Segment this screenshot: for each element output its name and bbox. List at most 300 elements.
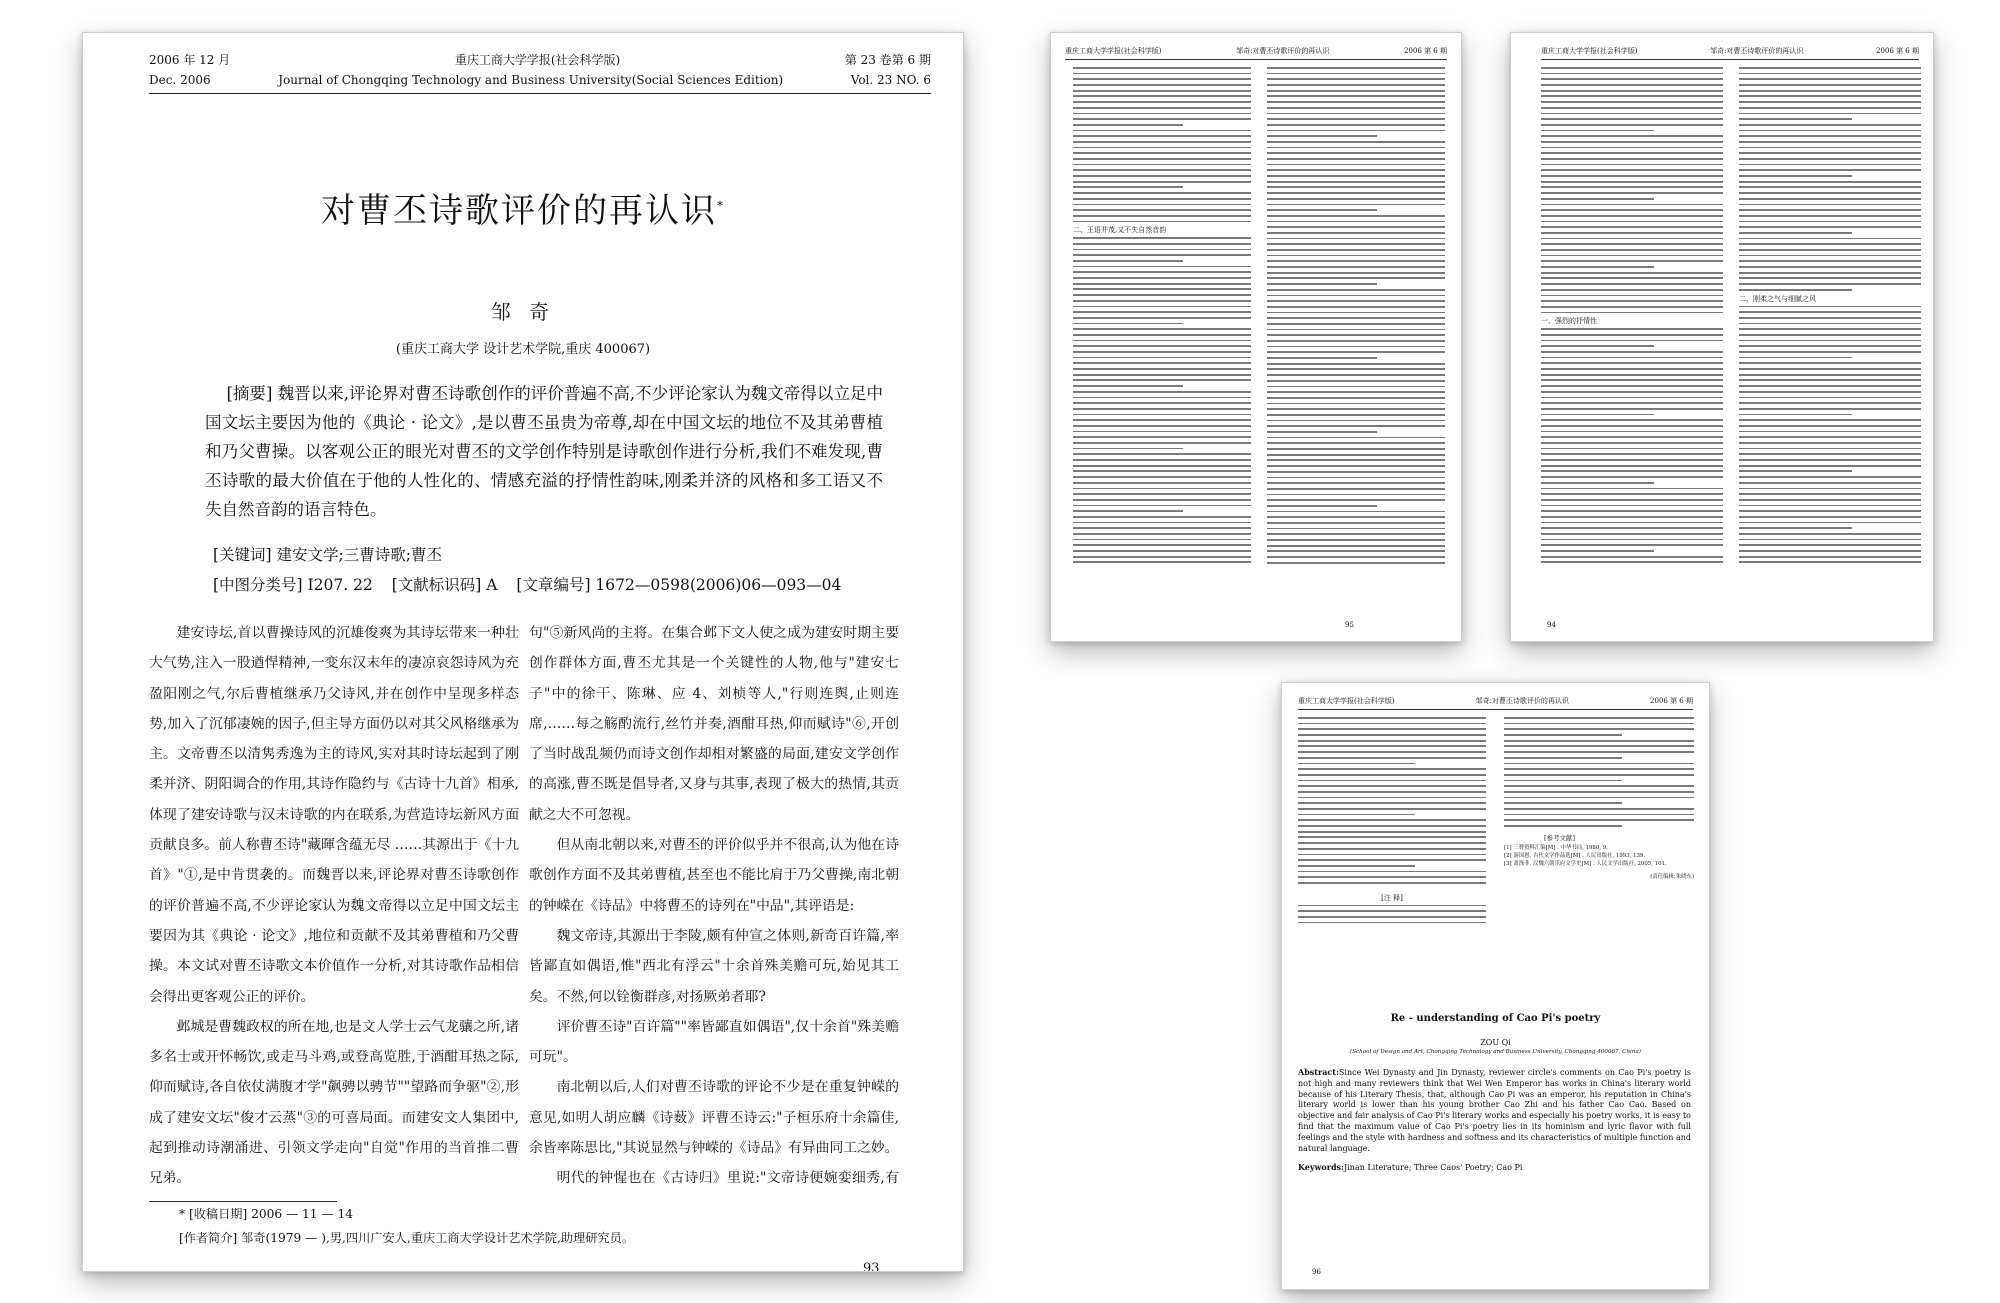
text-line	[1073, 561, 1251, 563]
text-line	[1541, 493, 1723, 495]
text-line	[1073, 550, 1251, 552]
text-line	[1267, 130, 1445, 132]
text-line	[1267, 221, 1445, 223]
text-line	[1073, 67, 1251, 69]
reference-item: [3] 萧涤非. 汉魏六朝乐府文学史[M] . 人民文学出版社, 2005, 101.	[1504, 860, 1667, 867]
text-line	[1073, 186, 1183, 188]
text-line	[1298, 871, 1486, 873]
text-line	[1073, 124, 1183, 126]
text-line	[1298, 780, 1486, 782]
text-line	[1298, 819, 1486, 821]
reference-item: [2] 游国恩, 古代文学作品选[M] . 人民出版社, 1993, 139.	[1504, 852, 1646, 859]
text-line	[1267, 386, 1445, 388]
header-date-en: Dec. 2006	[149, 73, 211, 87]
text-line	[1541, 186, 1723, 188]
text-line	[1073, 192, 1251, 194]
text-line	[1073, 419, 1251, 421]
text-line	[1073, 204, 1251, 206]
text-line	[1073, 556, 1251, 558]
text-line	[1541, 550, 1654, 552]
header-journal-en: Journal of Chongqing Technology and Business University(Social Sciences Edition)	[278, 73, 784, 87]
text-line	[1739, 226, 1921, 228]
text-line	[1267, 317, 1445, 319]
text-line	[1267, 397, 1445, 399]
text-line	[1541, 113, 1723, 115]
notes-lines	[1298, 905, 1486, 928]
text-line	[1541, 90, 1723, 92]
text-line	[1541, 533, 1723, 535]
text-line	[1541, 198, 1654, 200]
text-line	[1739, 78, 1921, 80]
text-line	[1298, 774, 1486, 776]
text-line	[1739, 175, 1852, 177]
text-line	[1541, 260, 1723, 262]
text-line	[1267, 511, 1445, 513]
text-line	[1073, 448, 1183, 450]
text-line	[1541, 84, 1723, 86]
text-line	[1739, 186, 1921, 188]
text-line	[1739, 113, 1921, 115]
text-line	[1267, 368, 1445, 370]
text-line	[1739, 141, 1921, 143]
text-line	[1739, 266, 1921, 268]
text-line	[1073, 78, 1251, 80]
text-line	[1541, 431, 1723, 433]
text-line	[1739, 334, 1921, 336]
text-line	[1541, 436, 1723, 438]
text-line	[1267, 78, 1445, 80]
text-line	[1267, 329, 1445, 331]
text-line	[1739, 328, 1921, 330]
text-line	[1073, 328, 1251, 330]
running-header-en	[149, 73, 931, 87]
footnote-rule	[149, 1201, 337, 1202]
text-line	[1541, 334, 1723, 336]
text-line	[1298, 882, 1486, 884]
thumb-header-title: 邹奇:对曹丕诗歌评价的再认识	[1236, 47, 1330, 55]
text-line	[1267, 550, 1445, 552]
text-line	[1267, 488, 1445, 490]
text-line	[1739, 544, 1921, 546]
text-line	[1504, 808, 1694, 810]
text-line	[1267, 118, 1445, 120]
text-line	[1739, 311, 1921, 313]
text-line	[1073, 522, 1251, 524]
text-line	[1541, 476, 1723, 478]
thumbnail-text-columns	[1073, 67, 1445, 568]
body-paragraph: 邺城是曹魏政权的所在地,也是文人学士云气龙骧之所,诸多名士或开怀畅饮,或走马斗鸡,或登高览胜,于酒酣耳热之际,仰而赋诗,各自依仗满腹才学"飙骋以骋节""望路而争驱"②,形成了建安文坛"俊才云蒸"③的可喜局面。而建安文人集团中,起到推动诗潮涌进、引领文学走向"自觉"作用的当首推二曹兄弟。	[149, 1018, 519, 1187]
thumb-header-title: 邹奇:对曹丕诗歌评价的再认识	[1710, 47, 1804, 55]
text-line	[1739, 124, 1921, 126]
text-line	[1267, 482, 1445, 484]
text-line	[1298, 905, 1486, 907]
text-line	[1073, 470, 1251, 472]
text-line	[1298, 842, 1486, 844]
text-line	[1541, 357, 1723, 359]
text-line	[1541, 130, 1654, 132]
text-line	[1267, 260, 1445, 262]
text-line	[1298, 859, 1486, 861]
text-line	[1739, 459, 1921, 461]
text-line	[1739, 402, 1921, 404]
header-volume-cn: 第 23 卷第 6 期	[844, 53, 931, 67]
text-line	[1267, 363, 1445, 365]
text-line	[1541, 510, 1723, 512]
text-line	[1073, 493, 1251, 495]
text-line	[1541, 482, 1654, 484]
thumbnail-header	[1065, 46, 1447, 56]
author-name: 邹 奇	[490, 300, 556, 324]
text-line	[1739, 164, 1921, 166]
text-line	[1541, 505, 1723, 507]
text-line	[1739, 260, 1921, 262]
text-line	[1739, 419, 1921, 421]
text-line	[1073, 499, 1251, 501]
text-line	[1739, 561, 1921, 563]
text-line	[1739, 323, 1921, 325]
text-line	[1267, 147, 1445, 149]
text-line	[1541, 522, 1723, 524]
text-line	[1298, 757, 1486, 759]
text-line	[1073, 357, 1251, 359]
text-line	[1267, 442, 1445, 444]
english-keywords-label: Keywords:	[1298, 1162, 1345, 1172]
text-line	[1267, 306, 1445, 308]
english-title: Re - understanding of Cao Pi's poetry	[1390, 1013, 1601, 1024]
text-line	[1267, 238, 1445, 240]
text-line	[1073, 391, 1251, 393]
text-line	[1267, 323, 1445, 325]
text-line	[1739, 510, 1921, 512]
text-line	[1267, 158, 1445, 160]
text-line	[1739, 448, 1921, 450]
text-line	[1739, 340, 1921, 342]
text-line	[1739, 283, 1921, 285]
thumb-header-issue: 2006 第 6 期	[1650, 697, 1693, 705]
english-abstract	[1298, 1067, 1691, 1154]
text-line	[1267, 539, 1445, 541]
text-line	[1739, 243, 1921, 245]
text-line	[1073, 271, 1251, 273]
text-line	[1739, 147, 1921, 149]
text-line	[1073, 323, 1183, 325]
text-line	[1739, 169, 1921, 171]
text-line	[1541, 300, 1723, 302]
text-line	[1298, 848, 1486, 850]
thumbnail-header	[1298, 696, 1693, 706]
text-line	[1541, 465, 1723, 467]
text-line	[1541, 414, 1654, 416]
notes-text-lines	[1298, 717, 1486, 888]
text-line	[1298, 734, 1486, 736]
text-line	[1739, 453, 1921, 455]
text-line	[1739, 249, 1921, 251]
main-article-page	[82, 32, 964, 1272]
text-line	[1073, 209, 1251, 211]
body-column-left	[149, 618, 519, 1190]
text-line	[1267, 215, 1445, 217]
text-line	[1073, 169, 1251, 171]
text-line	[1541, 204, 1723, 206]
footnote-received-date: * [收稿日期] 2006 — 11 — 14	[179, 1207, 354, 1221]
text-line	[1541, 295, 1723, 297]
text-line	[1073, 130, 1251, 132]
text-line	[1504, 768, 1694, 770]
text-line	[1739, 221, 1921, 223]
text-line	[1541, 556, 1723, 558]
text-line	[1267, 107, 1445, 109]
thumbnail-column-left	[1073, 67, 1251, 568]
text-line	[1267, 391, 1445, 393]
text-line	[1541, 243, 1723, 245]
text-line	[1298, 865, 1415, 867]
text-line	[1541, 453, 1723, 455]
section-heading: 一、强烈的抒情性	[1541, 317, 1597, 326]
text-line	[1267, 277, 1445, 279]
text-line	[1739, 505, 1921, 507]
text-line	[1298, 768, 1486, 770]
text-line	[1739, 368, 1921, 370]
text-line	[1739, 385, 1921, 387]
text-line	[1739, 152, 1921, 154]
text-line	[1267, 175, 1445, 177]
text-line	[1504, 723, 1694, 725]
text-line	[1739, 204, 1921, 206]
text-line	[1267, 135, 1377, 137]
text-line	[1541, 118, 1723, 120]
text-line	[1073, 488, 1251, 490]
text-line	[1504, 751, 1694, 753]
text-line	[1073, 510, 1183, 512]
text-line	[1739, 539, 1921, 541]
text-line	[1541, 78, 1723, 80]
text-line	[1073, 175, 1251, 177]
text-line	[1267, 556, 1445, 558]
text-line	[1073, 334, 1251, 336]
text-line	[1541, 158, 1723, 160]
text-line	[1541, 385, 1723, 387]
reference-item: [1] 三曹资料汇编[M] . 中华书局, 1980, 9.	[1504, 844, 1608, 851]
text-line	[1504, 774, 1694, 776]
text-line	[1739, 107, 1921, 109]
text-line	[1739, 493, 1921, 495]
text-line	[1267, 84, 1445, 86]
text-line	[1739, 209, 1921, 211]
text-line	[1267, 198, 1445, 200]
text-line	[1267, 73, 1445, 75]
text-line	[1073, 408, 1251, 410]
classification-number: [中图分类号] I207. 22	[213, 576, 373, 594]
editor-note: (责任编辑:朱晓东)	[1650, 873, 1694, 880]
text-line	[1073, 95, 1251, 97]
text-line	[1541, 289, 1723, 291]
text-line	[1073, 113, 1251, 115]
article-title	[83, 183, 963, 232]
text-line	[1504, 802, 1622, 804]
text-line	[1541, 488, 1723, 490]
header-journal-cn: 重庆工商大学学报(社会科学版)	[454, 53, 621, 67]
text-line	[1541, 221, 1723, 223]
text-line	[1267, 312, 1445, 314]
text-line	[1267, 420, 1445, 422]
text-line	[1739, 181, 1921, 183]
body-paragraph: 南北朝以后,人们对曹丕诗歌的评论不少是在重复钟嵘的意见,如明人胡应麟《诗薮》评曹丕诗云:"子桓乐府十余篇佳,余皆率陈思比,"其说显然与钟嵘的《诗品》有异曲同工之妙。	[529, 1079, 899, 1157]
text-line	[1541, 277, 1723, 279]
text-line	[1739, 101, 1921, 103]
text-line	[1073, 436, 1251, 438]
thumbnail-page-95	[1050, 32, 1462, 642]
text-line	[1739, 414, 1852, 416]
english-keywords	[1298, 1162, 1691, 1172]
text-line	[1739, 118, 1852, 120]
text-line	[1267, 272, 1445, 274]
text-line	[1267, 374, 1445, 376]
thumbnail-header-rule	[1065, 59, 1447, 60]
text-line	[1267, 255, 1445, 257]
text-line	[1739, 95, 1921, 97]
text-line	[1073, 158, 1251, 160]
thumbnail-page-number: 94	[1547, 621, 1556, 629]
thumbnail-text-columns	[1541, 67, 1921, 567]
text-line	[1073, 141, 1251, 143]
text-line	[1739, 351, 1921, 353]
section-heading: 二、刚柔之气与细腻之风	[1739, 294, 1816, 303]
thumbnail-column-right	[1267, 67, 1445, 568]
text-line	[1073, 107, 1251, 109]
text-line	[1739, 374, 1921, 376]
text-line	[1739, 522, 1921, 524]
text-line	[1541, 351, 1723, 353]
header-rule	[149, 93, 931, 94]
text-line	[1298, 836, 1486, 838]
text-line	[1739, 232, 1852, 234]
text-line	[1073, 442, 1251, 444]
body-paragraph: 评价曹丕诗"百许篇""率皆鄙直如偶语",仅十余首"殊美赡可玩"。	[529, 1018, 899, 1066]
thumb-header-title: 邹奇:对曹丕诗歌评价的再认识	[1475, 697, 1569, 705]
text-line	[1267, 95, 1445, 97]
text-line	[1541, 402, 1723, 404]
text-line	[1267, 152, 1445, 154]
text-line	[1073, 294, 1251, 296]
text-line	[1298, 825, 1486, 827]
thumbnail-header-rule	[1541, 59, 1919, 60]
text-line	[1073, 453, 1251, 455]
block-quote: 魏文帝诗,其源出于李陵,颇有仲宣之体则,新奇百许篇,率皆鄙直如偶语,惟"西北有浮云"十余首殊美赡可玩,始见其工矣。不然,何以铨衡群彦,对扬厥弟者耶?	[529, 927, 899, 1005]
text-line	[1073, 544, 1251, 546]
abstract-text: [摘要] 魏晋以来,评论界对曹丕诗歌创作的评价普遍不高,不少评论家认为魏文帝得以立足中国文坛主要因为他的《典论 · 论文》,是以曹丕虽贵为帝尊,却在中国文坛的地位不及其弟曹植和乃父曹操。以客观公正的眼光对曹丕的文学创作特别是诗歌创作进行分析,我们不难发现,曹丕诗歌的最大价值在于他的人性化的、情感充溢的抒情性韵味,刚柔并济的风格和多工语又不失自然音韵的语言特色。	[205, 384, 883, 519]
text-line	[1073, 459, 1251, 461]
text-line	[1298, 916, 1486, 918]
thumbnail-header	[1541, 46, 1919, 56]
text-line	[1541, 527, 1723, 529]
text-line	[1541, 368, 1723, 370]
text-line	[1739, 516, 1921, 518]
text-line	[1739, 255, 1921, 257]
text-line	[1073, 465, 1251, 467]
text-line	[1298, 922, 1486, 924]
text-line	[1267, 448, 1445, 450]
text-line	[1541, 379, 1723, 381]
text-line	[1267, 494, 1445, 496]
text-line	[1073, 539, 1251, 541]
text-line	[1267, 113, 1445, 115]
thumbnail-column-right	[1504, 717, 1694, 927]
document-code: [文献标识码] A	[391, 576, 498, 594]
text-line	[1541, 209, 1723, 211]
text-line	[1073, 306, 1251, 308]
text-line	[1541, 425, 1723, 427]
text-line	[1541, 73, 1723, 75]
text-line	[1073, 516, 1251, 518]
text-line	[1541, 147, 1723, 149]
text-line	[1267, 249, 1445, 251]
text-line	[1739, 397, 1921, 399]
article-number: [文章编号] 1672—0598(2006)06—093—04	[516, 576, 842, 594]
text-line	[1739, 84, 1921, 86]
text-line	[1267, 533, 1445, 535]
text-line	[1298, 791, 1486, 793]
text-line	[1739, 425, 1921, 427]
thumb-header-journal: 重庆工商大学学报(社会科学版)	[1298, 697, 1395, 705]
english-keywords-text: Jinan Literature; Three Caos' Poetry; Cao Pi	[1344, 1163, 1523, 1172]
text-line	[1504, 797, 1694, 799]
author-affiliation: (重庆工商大学 设计艺术学院,重庆 400067)	[395, 342, 651, 357]
thumbnail-column-right	[1739, 67, 1921, 567]
text-line	[1298, 797, 1486, 799]
text-line	[1541, 362, 1723, 364]
text-line	[1739, 391, 1921, 393]
text-line	[1298, 831, 1486, 833]
text-line	[1073, 374, 1251, 376]
text-line	[1541, 340, 1723, 342]
text-line	[1267, 516, 1445, 518]
text-line	[1541, 255, 1723, 257]
text-line	[1073, 118, 1251, 120]
text-line	[1541, 107, 1723, 109]
text-line	[1267, 454, 1445, 456]
text-line	[1073, 135, 1251, 137]
text-line	[1267, 403, 1445, 405]
text-line	[1739, 442, 1921, 444]
text-line	[1739, 90, 1921, 92]
text-line	[1541, 226, 1723, 228]
text-line	[1541, 448, 1723, 450]
english-abstract-label: Abstract:	[1298, 1067, 1339, 1077]
text-line	[1541, 101, 1723, 103]
text-line	[1298, 745, 1486, 747]
text-line	[1267, 562, 1445, 564]
text-line	[1267, 459, 1445, 461]
text-line	[1739, 192, 1921, 194]
text-line	[1267, 414, 1445, 416]
text-line	[1739, 272, 1921, 274]
text-line	[1267, 425, 1445, 427]
text-line	[1073, 397, 1251, 399]
text-line	[1504, 740, 1694, 742]
text-line	[1267, 334, 1445, 336]
text-line	[1541, 152, 1723, 154]
text-line	[1267, 465, 1445, 467]
text-line	[1541, 215, 1723, 217]
text-line	[1267, 499, 1445, 501]
text-line	[1267, 505, 1377, 507]
text-line	[1739, 527, 1852, 529]
text-line	[1541, 283, 1723, 285]
text-line	[1739, 238, 1921, 240]
text-line	[1073, 198, 1251, 200]
text-line	[1073, 368, 1251, 370]
text-line	[1073, 181, 1251, 183]
